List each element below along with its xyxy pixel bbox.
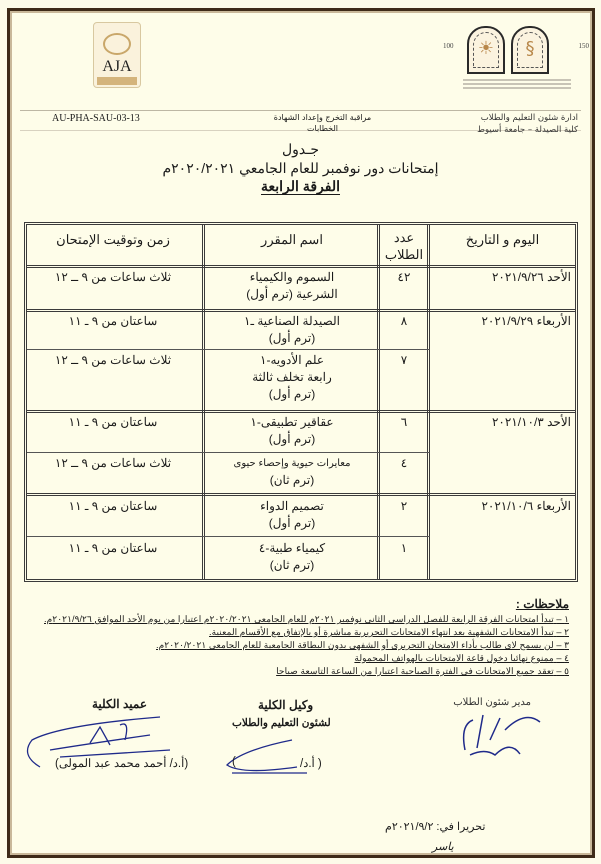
center-department-line: الخطابات	[306, 124, 339, 133]
writer-name: ياسر	[432, 841, 454, 853]
header-students: عدد الطلاب	[384, 230, 424, 262]
notes-title: ملاحظات :	[515, 597, 569, 611]
pharmacy-emblem-icon: §	[511, 26, 549, 74]
exam-schedule-table	[24, 222, 578, 582]
row-divider	[27, 536, 430, 537]
row-divider	[27, 410, 575, 413]
course-line: رابعة تخلف ثالثة	[252, 370, 332, 384]
logo-band	[97, 77, 137, 85]
students-cell: ٤٢	[397, 270, 411, 284]
header-course: اسم المقرر	[261, 232, 323, 247]
note-number: ٤ –	[556, 653, 569, 663]
course-cell	[207, 414, 377, 448]
course-line: (ترم أول)	[268, 432, 316, 446]
header-divider	[20, 110, 581, 111]
course-line: عقاقير تطبيقى-١	[250, 415, 334, 429]
time-cell: ثلاث ساعات من ٩ ــ ١٢	[54, 456, 172, 470]
director-title: مدير شئون الطلاب	[453, 697, 531, 708]
vice-dean-subtitle: لشئون التعليم والطلاب	[232, 717, 331, 729]
time-cell: ساعتان من ٩ ـ ١١	[68, 314, 158, 328]
vice-dean-name: ( أ.د/	[300, 758, 322, 770]
dean-name: (أ.د/ أحمد محمد عبد المولى)	[55, 758, 189, 770]
course-cell	[207, 313, 377, 347]
note-text: تعقد جميع الامتحانات فى الفترة الصباحية اعتبارا من الساعة التاسعة صباحا	[276, 666, 554, 676]
center-department-line: مراقبة التخرج وإعداد الشهادة	[273, 113, 372, 122]
course-cell	[207, 269, 377, 303]
date-cell: الأحد ٢٠٢١/٩/٢٦	[491, 270, 571, 284]
note-text: تبدأ الامتحانات الشفهية بعد انتهاء الامتحانات التحريرية مباشرة أو بالإتفاق مع الأقسام المعنية.	[209, 627, 554, 637]
note-number: ٢ –	[556, 627, 569, 637]
right-department	[448, 112, 578, 136]
course-cell	[207, 352, 377, 403]
course-line: تصميم الدواء	[260, 499, 324, 513]
note-text: لن يسمح لاى طالب بأداء الامتحان التحريرى أو الشفهى بدون البطاقة الجامعية للعام الجامعى ٢٠٢٠/٢٠٢١م.	[156, 640, 554, 650]
course-line: السموم والكيمياء	[249, 270, 335, 284]
course-cell	[207, 540, 377, 574]
course-line: (ترم ثان)	[269, 473, 315, 487]
course-line: الصيدلة الصناعية ـ١	[244, 314, 340, 328]
title-exams: إمتحانات دور نوفمبر للعام الجامعي ٢٠٢٠/٢٠٢١م	[162, 160, 439, 176]
note-item	[30, 665, 569, 678]
course-line: (ترم أول)	[268, 331, 316, 345]
title-year	[0, 178, 601, 195]
course-cell	[207, 455, 377, 489]
students-cell: ٤	[400, 456, 408, 470]
note-number: ٣ –	[556, 640, 569, 650]
title-schedule: جـدول	[281, 141, 320, 157]
row-divider	[27, 265, 575, 268]
lamp-emblem-icon: ☀	[467, 26, 505, 74]
written-date: تحريرا في: ٢٠٢١/٩/٢م	[385, 821, 486, 833]
header-date: اليوم و التاريخ	[465, 232, 540, 247]
time-cell: ساعتان من ٩ ـ ١١	[68, 499, 158, 513]
dean-title: عميد الكلية	[92, 697, 147, 711]
logo-number-left: 100	[443, 42, 454, 50]
aja-logo-text: AJA	[102, 58, 132, 75]
time-cell: ساعتان من ٩ ـ ١١	[68, 541, 158, 555]
aja-logo	[93, 22, 141, 88]
course-line: كيمياء طبية-٤	[258, 541, 326, 555]
row-divider	[27, 349, 430, 350]
course-line: الشرعية (ترم أول)	[246, 287, 338, 301]
vice-dean-name-close: )	[232, 756, 236, 768]
note-text: تبدأ امتحانات الفرقة الرابعة للفصل الدراسى الثانى نوفمبر ٢٠٢١م للعام الجامعى ٢٠٢٠/٢٠٢١م اعتبارا من يوم الأحد الموافق ٢٠٢١/٩/٢٦م.	[44, 614, 554, 624]
course-cell	[207, 498, 377, 532]
course-line: (ترم أول)	[268, 387, 316, 401]
course-line: (ترم ثان)	[269, 558, 315, 572]
row-divider	[27, 452, 430, 453]
note-item	[30, 639, 569, 652]
title-year-text: الفرقة الرابعة	[261, 178, 340, 194]
university-logo	[443, 22, 591, 92]
director-signature	[455, 710, 545, 760]
note-item	[30, 626, 569, 639]
note-item	[30, 613, 569, 626]
course-line: (ترم أول)	[268, 516, 316, 530]
notes-section	[30, 597, 569, 678]
document-code: AU-PHA-SAU-03-13	[52, 113, 140, 124]
time-cell: ثلاث ساعات من ٩ ــ ١٢	[54, 353, 172, 367]
right-department-line: كلية الصيدلة – جامعة أسيوط	[477, 125, 578, 135]
course-line: معايرات حيوية وإحصاء حيوى	[233, 458, 351, 469]
date-cell: الأحد ٢٠٢١/١٠/٣	[491, 415, 571, 429]
col-divider	[377, 225, 380, 579]
students-cell: ٨	[400, 314, 408, 328]
date-cell: الأربعاء ٢٠٢١/٩/٢٩	[481, 314, 571, 328]
col-divider	[202, 225, 205, 579]
time-cell: ساعتان من ٩ ـ ١١	[68, 415, 158, 429]
row-divider	[27, 493, 575, 496]
students-cell: ١	[400, 541, 408, 555]
row-divider	[27, 309, 575, 312]
note-number: ١ –	[556, 614, 569, 624]
students-cell: ٦	[400, 415, 408, 429]
globe-icon	[103, 33, 131, 55]
note-number: ٥ –	[556, 666, 569, 676]
right-department-line: ادارة شئون التعليم والطلاب	[480, 113, 578, 123]
students-cell: ٢	[400, 499, 408, 513]
date-cell: الأربعاء ٢٠٢١/١٠/٦	[481, 499, 571, 513]
logo-number-right: 150	[578, 42, 589, 50]
students-cell: ٧	[400, 353, 408, 367]
note-text: ممنوع نهائيا دخول قاعة الامتحانات بالهواتف المحمولة	[354, 653, 554, 663]
course-line: علم الأدويه-١	[260, 353, 324, 367]
center-department	[255, 112, 390, 134]
time-cell: ثلاث ساعات من ٩ ــ ١٢	[54, 270, 172, 284]
vice-dean-title: وكيل الكلية	[258, 698, 314, 712]
header-time: زمن وتوقيت الإمتحان	[56, 232, 170, 247]
logo-address-lines	[443, 77, 591, 91]
note-item	[30, 652, 569, 665]
